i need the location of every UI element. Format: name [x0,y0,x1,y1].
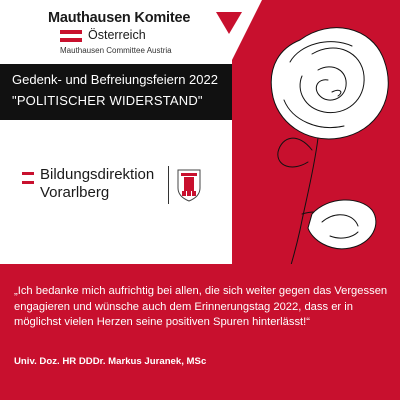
event-title: Gedenk- und Befreiungsfeiern 2022 [12,72,218,87]
logo-title: Mauthausen Komitee [48,10,191,26]
authority-region: Vorarlberg [40,184,110,201]
austria-flag-icon [60,30,82,42]
logo-english-name: Mauthausen Committee Austria [60,46,172,55]
austria-flag-icon [22,172,34,182]
red-triangle-icon [216,10,242,36]
bildungsdirektion-logo [22,166,212,206]
logo-subtitle: Österreich [88,28,146,42]
quote-section [0,264,400,400]
quote-text: „Ich bedanke mich aufrichtig bei allen, die sich weiter gegen das Vergessen engagieren und wünsche auch dem Erinnerungstag 2022, dass er in möglichst vielen Herzen seine positiven Spuren hinterlässt!“ [14,285,388,328]
logo-divider [168,166,169,204]
authority-name: Bildungsdirektion [40,166,155,183]
event-motto: "POLITISCHER WIDERSTAND" [12,93,203,108]
vorarlberg-crest-icon [176,168,202,202]
mauthausen-komitee-logo [48,6,248,62]
quote-author: Univ. Doz. HR DDDr. Markus Juranek, MSc [14,356,207,367]
event-title-band [0,64,232,120]
